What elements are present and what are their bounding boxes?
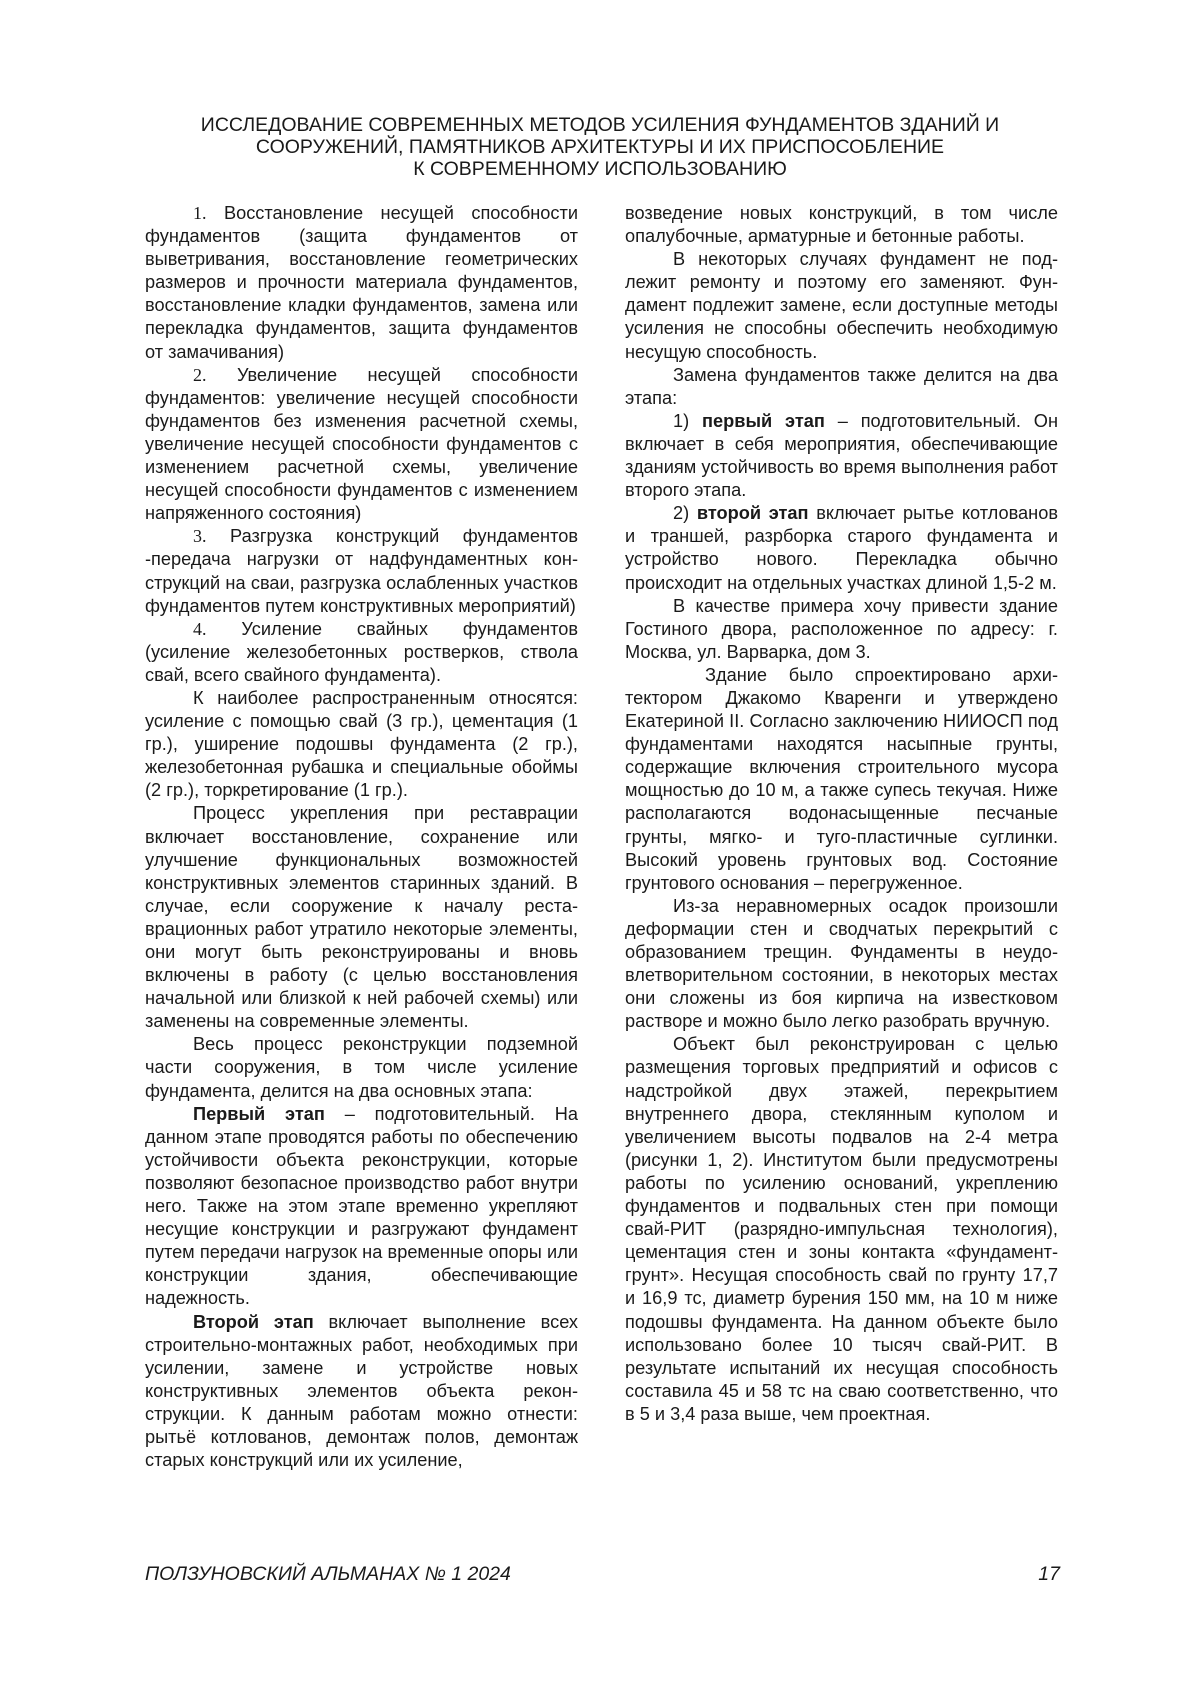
paragraph-continued: возведение новых конструкций, в том числе опалубочные, арматурные и бетонные работы. — [625, 203, 1058, 247]
paragraph-example: В качестве примера хочу привести здание Гостиного двора, расположенное по адресу: г. Москва, ул. Варварка, дом 3. — [625, 595, 1058, 662]
title-line-3: К СОВРЕМЕННОМУ ИСПОЛЬЗОВАНИЮ — [413, 158, 787, 180]
paragraph-stage-two: Второй этап включает выполнение всех строительно-монтажных работ, необходимых при усилении, замене и устройстве новых конструктивных элементов объекта реконструкции. К данным работам можно отнести: рытьё котлованов, демонтаж полов, демонтаж старых конструкций или их усиление, — [145, 1311, 579, 1471]
left-column — [145, 202, 578, 1472]
title-line-1: ИССЛЕДОВАНИЕ СОВРЕМЕННЫХ МЕТОДОВ УСИЛЕНИЯ ФУНДАМЕНТОВ ЗДАНИЙ И — [200, 114, 1000, 136]
step-two: 2) второй этап включает рытье котлованов и траншей, разрборка старого фундамента и устройство нового. Перекладка обычно происходит на отдельных участках длиной 1,5-2 м. — [625, 503, 1058, 593]
paragraph-restoration-process: Процесс укрепления при реставрации включает восстановление, сохранение или улучшение функциональных возможностей конструктивных элементов старинных зданий. В случае, если сооружение к началу реставрационных работ утратило некоторые элементы, они могут быть реконструированы и вновь включены в работу (с целью восстановления начальной или близкой к ней рабочей схемы) или заменены на современные элементы. — [145, 803, 578, 1032]
list-item-3: 3. Разгрузка конструкций фундаментов -передача нагрузки от надфундаментных конструкций на сваи, разгрузка ослабленных участков фундаментов путем конструктивных мероприятий) — [145, 526, 578, 616]
paragraph-reconstruction-stages: Весь процесс реконструкции подземной части сооружения, в том числе усиление фундамента, делится на два основных этапа: — [145, 1034, 578, 1101]
title-line-2: СООРУЖЕНИЙ, ПАМЯТНИКОВ АРХИТЕКТУРЫ И ИХ ПРИСПОСОБЛЕНИЕ — [255, 136, 945, 158]
right-column — [625, 202, 1058, 1426]
list-item-2: 2. Увеличение несущей способности фундаментов: увеличение несущей способности фундаментов без изменения расчетной схемы, увеличение несущей способности фундаментов с изменением расчетной схемы, увеличение несущей способности фундаментов с изменением напряженного состояния) — [145, 364, 578, 524]
paragraph-object: Объект был реконструирован с целью размещения торговых предприятий и офисов с надстройкой двух этажей, перекрытием внутреннего двора, стеклянным куполом и увеличением высоты подвалов на 2-4 метра (рисунки 1, 2). Институтом были предусмотрены работы по усилению оснований, укреплению фундаментов и подвальных стен при помощи свай-РИТ (разрядно-импульсная технология), цементация стен и зоны контакта «фундамент-грунт». Несущая способность свай по грунту 17,7 и 16,9 тс, диаметр бурения 150 мм, на 10 м ниже подошвы фундамента. На данном объекте было использовано более 10 тысяч свай-РИТ. В результате испытаний их несущая способность составила 45 и 58 тс на сваю соответственно, что в 5 и 3,4 раза выше, чем проектная. — [625, 1034, 1058, 1424]
paragraph-building: Здание было спроектировано архитектором Джакомо Кваренги и утверждено Екатериной II. Согласно заключению НИИОСП под фундаментами находятся насыпные грунты, содержащие включения строительного мусора мощностью до 10 м, а также супесь текучая. Ниже располагаются водонасыщенные песчаные грунты, мягко- и туго-пластичные суглинки. Высокий уровень грунтовых вод. Состояние грунтового основания – перегруженное. — [625, 664, 1058, 893]
journal-name: ПОЛЗУНОВСКИЙ АЛЬМАНАХ № 1 2024 — [145, 1563, 511, 1585]
page-number: 17 — [1038, 1563, 1060, 1585]
paragraph-common-methods: К наиболее распространенным относятся: усиление с помощью свай (3 гр.), цементация (1 гр.), уширение подошвы фундамента (2 гр.), железобетонная рубашка и специальные обоймы (2 гр.), торкретирование (1 гр.). — [145, 687, 578, 801]
paragraph-replacement: В некоторых случаях фундамент не подлежит ремонту и поэтому его заменяют. Фундамент подлежит замене, если доступные методы усиления не способны обеспечить необходимую несущую способность. — [625, 249, 1058, 362]
list-item-1: 1. Восстановление несущей способности фундаментов (защита фундаментов от выветривания, восстановление геометрических размеров и прочности материала фундаментов, восстановление кладки фундаментов, замена или перекладка фундаментов, защита фундаментов от замачивания) — [145, 203, 578, 362]
article-title — [130, 114, 1070, 180]
paragraph-two-stages: Замена фундаментов также делится на два этапа: — [625, 364, 1058, 408]
paragraph-stage-one: Первый этап – подготовительный. На данном этапе проводятся работы по обеспечению устойчивости объекта реконструкции, которые позволяют безопасное производство работ внутри него. Также на этом этапе временно укрепляют несущие конструкции и разгружают фундамент путем передачи нагрузок на временные опоры или конструкции здания, обеспечивающие надежность. — [145, 1103, 579, 1309]
step-one: 1) первый этап – подготовительный. Он включает в себя мероприятия, обеспечивающие зданиям устойчивость во время выполнения работ второго этапа. — [625, 410, 1058, 501]
paragraph-settlement: Из-за неравномерных осадок произошли деформации стен и сводчатых перекрытий с образованием трещин. Фундаменты в неудовлетворительном состоянии, в некоторых местах они сложены из боя кирпича на известковом растворе и можно было легко разобрать вручную. — [625, 895, 1058, 1032]
list-item-4: 4. Усиление свайных фундаментов (усиление железобетонных ростверков, ствола свай, всего свайного фундамента). — [145, 618, 579, 685]
